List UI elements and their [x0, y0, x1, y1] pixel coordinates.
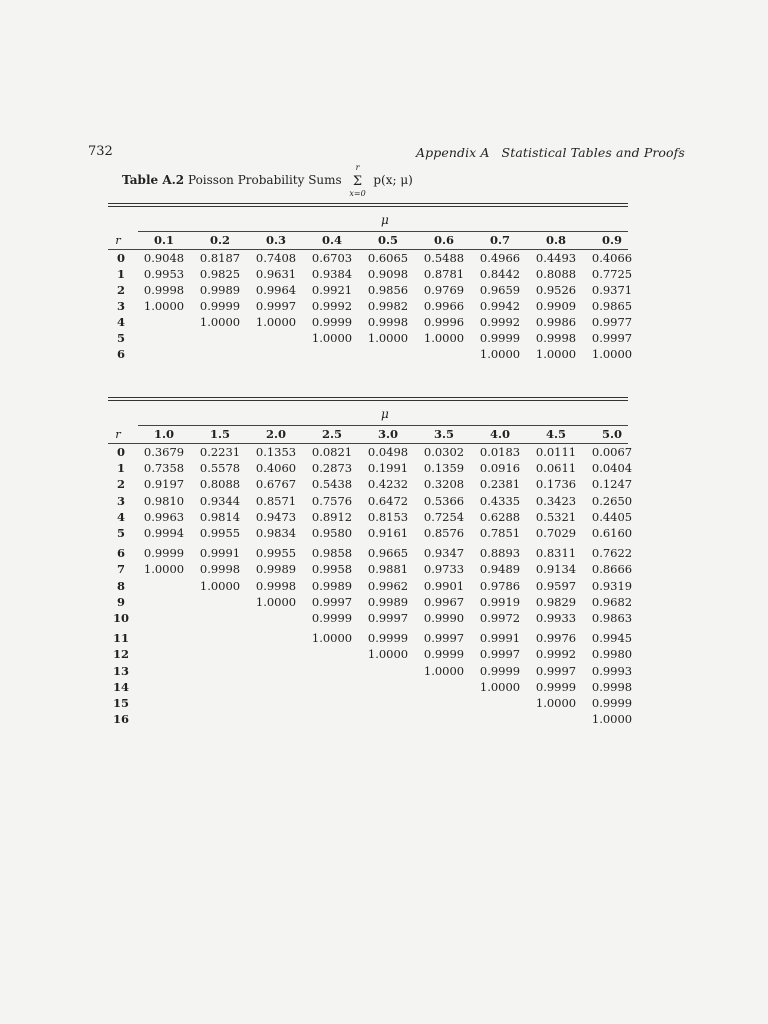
probability-cell: 0.9919 — [479, 594, 521, 609]
probability-cell: 0.0821 — [311, 445, 353, 459]
summation-symbol: Σ r x=0 — [350, 174, 366, 189]
table-row — [108, 493, 633, 510]
probability-cell: 0.9909 — [535, 299, 577, 313]
probability-cell: 0.9976 — [535, 631, 577, 646]
r-value: 2 — [116, 283, 125, 297]
probability-cell: 0.9955 — [199, 526, 241, 540]
probability-cell: 0.3679 — [143, 445, 185, 459]
r-value: 8 — [116, 578, 125, 593]
table-row — [108, 445, 633, 461]
probability-cell: 0.9489 — [479, 562, 521, 577]
probability-cell: 0.6065 — [367, 251, 409, 265]
probability-cell: 0.9999 — [591, 696, 633, 710]
table-top-rule — [108, 203, 628, 207]
probability-cell: 0.8571 — [255, 493, 297, 508]
probability-cell: 0.7029 — [535, 526, 577, 540]
probability-cell: 0.2381 — [479, 477, 521, 492]
probability-cell: 0.9999 — [479, 663, 521, 678]
table-title-expression: p(x; μ) — [373, 173, 413, 187]
r-value: 4 — [116, 509, 125, 524]
probability-cell: 0.0916 — [479, 461, 521, 476]
probability-cell: 1.0000 — [423, 331, 465, 345]
probability-cell: 0.9998 — [535, 331, 577, 345]
probability-cell: 0.5578 — [199, 461, 241, 476]
probability-cell: 0.9829 — [535, 594, 577, 609]
probability-cell: 0.8088 — [199, 477, 241, 492]
mu-column-header: 4.5 — [545, 427, 566, 441]
probability-cell: 0.4232 — [367, 477, 409, 492]
probability-cell: 0.9997 — [255, 299, 297, 313]
table-row — [108, 562, 633, 578]
probability-cell: 0.9962 — [367, 578, 409, 593]
r-value: 5 — [116, 331, 125, 345]
probability-cell: 0.4405 — [591, 509, 633, 524]
probability-cell: 1.0000 — [479, 679, 521, 694]
probability-cell: 0.9098 — [367, 267, 409, 281]
probability-cell: 0.9998 — [143, 283, 185, 297]
mu-rule — [138, 425, 628, 426]
probability-cell: 0.6160 — [591, 526, 633, 540]
probability-cell: 0.9769 — [423, 283, 465, 297]
probability-cell: 0.4966 — [479, 251, 521, 265]
appendix-title: Statistical Tables and Proofs — [501, 145, 685, 160]
probability-cell: 1.0000 — [535, 696, 577, 710]
probability-cell: 0.9942 — [479, 299, 521, 313]
probability-cell: 0.9347 — [423, 546, 465, 561]
table-row — [108, 631, 633, 647]
probability-cell: 0.1353 — [255, 445, 297, 459]
probability-cell: 0.8088 — [535, 267, 577, 281]
mu-column-header: 0.1 — [153, 233, 174, 247]
probability-cell: 0.9982 — [367, 299, 409, 313]
probability-cell: 0.9733 — [423, 562, 465, 577]
probability-cell: 0.8311 — [535, 546, 577, 561]
probability-cell: 0.6703 — [311, 251, 353, 265]
probability-cell: 0.4066 — [591, 251, 633, 265]
probability-cell: 1.0000 — [199, 578, 241, 593]
probability-cell: 0.7622 — [591, 546, 633, 561]
poisson-table-block-1 — [108, 203, 633, 361]
mu-column-header: 0.3 — [265, 233, 286, 247]
probability-cell: 0.9933 — [535, 611, 577, 625]
table-row — [108, 663, 633, 680]
r-value: 7 — [116, 562, 125, 577]
probability-cell: 1.0000 — [367, 647, 409, 662]
probability-cell: 0.0183 — [479, 445, 521, 459]
probability-cell: 0.0111 — [535, 445, 577, 459]
probability-cell: 0.1736 — [535, 477, 577, 492]
table-row — [108, 299, 633, 315]
probability-cell: 0.9999 — [311, 315, 353, 329]
probability-cell: 0.9384 — [311, 267, 353, 281]
probability-cell: 0.9997 — [311, 594, 353, 609]
probability-cell: 0.9963 — [143, 509, 185, 524]
probability-cell: 0.9998 — [199, 562, 241, 577]
mu-column-header: 1.5 — [209, 427, 230, 441]
probability-cell: 0.1359 — [423, 461, 465, 476]
probability-cell: 0.8781 — [423, 267, 465, 281]
r-value: 1 — [116, 461, 125, 476]
probability-cell: 0.6288 — [479, 509, 521, 524]
probability-cell: 0.9371 — [591, 283, 633, 297]
header-rule — [108, 249, 628, 250]
r-value: 0 — [116, 445, 125, 459]
probability-cell: 0.9863 — [591, 611, 633, 625]
r-value: 3 — [116, 299, 125, 313]
probability-cell: 0.3208 — [423, 477, 465, 492]
mu-column-header: 0.7 — [489, 233, 510, 247]
probability-cell: 0.9997 — [367, 611, 409, 625]
probability-cell: 0.9964 — [255, 283, 297, 297]
probability-cell: 0.7725 — [591, 267, 633, 281]
mu-column-header: 0.9 — [601, 233, 622, 247]
appendix-label: Appendix A — [416, 145, 490, 160]
probability-cell: 0.9865 — [591, 299, 633, 313]
table-row — [108, 647, 633, 663]
probability-cell: 0.9665 — [367, 546, 409, 561]
probability-cell: 0.9992 — [311, 299, 353, 313]
probability-cell: 0.9197 — [143, 477, 185, 492]
probability-cell: 0.9966 — [423, 299, 465, 313]
probability-cell: 0.9992 — [479, 315, 521, 329]
probability-cell: 0.7254 — [423, 509, 465, 524]
probability-cell: 0.9682 — [591, 594, 633, 609]
probability-cell: 0.7851 — [479, 526, 521, 540]
mu-column-header: 2.0 — [265, 427, 286, 441]
probability-cell: 0.9999 — [367, 631, 409, 646]
mu-rule — [138, 231, 628, 232]
probability-cell: 0.8912 — [311, 509, 353, 524]
probability-cell: 0.9580 — [311, 526, 353, 540]
table-row — [108, 712, 633, 728]
probability-cell: 0.9996 — [423, 315, 465, 329]
running-head — [416, 145, 685, 160]
mu-column-header: 3.0 — [377, 427, 398, 441]
mu-column-header: 4.0 — [489, 427, 510, 441]
probability-cell: 0.9921 — [311, 283, 353, 297]
probability-cell: 0.5488 — [423, 251, 465, 265]
probability-cell: 0.3423 — [535, 493, 577, 508]
probability-cell: 0.9825 — [199, 267, 241, 281]
mu-column-header: 2.5 — [321, 427, 342, 441]
table-row — [108, 594, 633, 611]
probability-cell: 0.9955 — [255, 546, 297, 561]
r-value: 15 — [112, 696, 129, 710]
probability-cell: 0.9997 — [423, 631, 465, 646]
probability-cell: 0.5366 — [423, 493, 465, 508]
probability-cell: 0.1247 — [591, 477, 633, 492]
probability-cell: 0.9999 — [423, 647, 465, 662]
mu-label: μ — [381, 407, 389, 421]
probability-cell: 1.0000 — [255, 594, 297, 609]
probability-cell: 0.8576 — [423, 526, 465, 540]
r-value: 16 — [112, 712, 129, 727]
probability-cell: 0.9989 — [311, 578, 353, 593]
mu-column-header: 0.4 — [321, 233, 342, 247]
table-row — [108, 347, 633, 363]
probability-cell: 0.0498 — [367, 445, 409, 459]
r-value: 14 — [112, 679, 129, 694]
probability-cell: 0.8666 — [591, 562, 633, 577]
probability-cell: 0.9945 — [591, 631, 633, 646]
r-value: 12 — [112, 647, 129, 662]
header-rule — [108, 443, 628, 444]
summation-lower: x=0 — [349, 189, 366, 198]
probability-cell: 0.9881 — [367, 562, 409, 577]
probability-cell: 0.7358 — [143, 461, 185, 476]
probability-cell: 0.9997 — [479, 647, 521, 662]
probability-cell: 0.9967 — [423, 594, 465, 609]
r-value: 9 — [116, 594, 125, 609]
mu-column-header: 0.8 — [545, 233, 566, 247]
table-row — [108, 461, 633, 477]
r-value: 5 — [116, 526, 125, 540]
probability-cell: 1.0000 — [535, 347, 577, 361]
probability-cell: 1.0000 — [367, 331, 409, 345]
r-value: 10 — [112, 611, 129, 625]
probability-cell: 0.9999 — [479, 331, 521, 345]
r-value: 2 — [116, 477, 125, 492]
probability-cell: 0.9998 — [591, 679, 633, 694]
probability-cell: 0.4060 — [255, 461, 297, 476]
probability-cell: 1.0000 — [423, 663, 465, 678]
mu-column-header: 1.0 — [153, 427, 174, 441]
probability-cell: 0.9814 — [199, 509, 241, 524]
table-row — [108, 477, 633, 493]
probability-cell: 0.9991 — [479, 631, 521, 646]
probability-cell: 0.8153 — [367, 509, 409, 524]
r-header: r — [115, 427, 121, 441]
r-value: 6 — [116, 347, 125, 361]
r-header: r — [115, 233, 121, 247]
probability-cell: 0.8442 — [479, 267, 521, 281]
table-title — [122, 163, 413, 198]
mu-column-header: 0.2 — [209, 233, 230, 247]
r-value: 1 — [116, 267, 125, 281]
probability-cell: 0.0067 — [591, 445, 633, 459]
probability-cell: 1.0000 — [199, 315, 241, 329]
probability-cell: 0.9998 — [255, 578, 297, 593]
probability-cell: 1.0000 — [591, 712, 633, 727]
table-row — [108, 546, 633, 562]
probability-cell: 0.4335 — [479, 493, 521, 508]
probability-cell: 0.9989 — [367, 594, 409, 609]
probability-cell: 0.9953 — [143, 267, 185, 281]
probability-cell: 0.6767 — [255, 477, 297, 492]
probability-cell: 1.0000 — [479, 347, 521, 361]
probability-cell: 0.2231 — [199, 445, 241, 459]
summation-upper: r — [355, 163, 360, 172]
probability-cell: 1.0000 — [143, 299, 185, 313]
r-value: 11 — [112, 631, 129, 646]
probability-cell: 0.1991 — [367, 461, 409, 476]
probability-cell: 0.6472 — [367, 493, 409, 508]
r-value: 4 — [116, 315, 125, 329]
mu-column-header: 3.5 — [433, 427, 454, 441]
table-row — [108, 526, 633, 542]
mu-column-header: 0.6 — [433, 233, 454, 247]
page-number: 732 — [88, 144, 113, 159]
probability-cell: 0.9319 — [591, 578, 633, 593]
probability-cell: 0.9999 — [199, 299, 241, 313]
r-value: 13 — [112, 663, 129, 678]
table-row — [108, 578, 633, 595]
probability-cell: 0.5438 — [311, 477, 353, 492]
probability-cell: 0.2873 — [311, 461, 353, 476]
probability-cell: 0.0611 — [535, 461, 577, 476]
probability-cell: 0.9786 — [479, 578, 521, 593]
probability-cell: 1.0000 — [255, 315, 297, 329]
mu-label: μ — [381, 213, 389, 227]
probability-cell: 1.0000 — [591, 347, 633, 361]
probability-cell: 0.7576 — [311, 493, 353, 508]
probability-cell: 0.9048 — [143, 251, 185, 265]
probability-cell: 0.8893 — [479, 546, 521, 561]
r-value: 0 — [116, 251, 125, 265]
probability-cell: 0.9631 — [255, 267, 297, 281]
probability-cell: 0.9992 — [535, 647, 577, 662]
probability-cell: 0.9810 — [143, 493, 185, 508]
table-row — [108, 509, 633, 526]
probability-cell: 0.0404 — [591, 461, 633, 476]
probability-cell: 0.9980 — [591, 647, 633, 662]
table-row — [108, 283, 633, 299]
probability-cell: 0.9999 — [535, 679, 577, 694]
probability-cell: 0.9856 — [367, 283, 409, 297]
probability-cell: 0.9958 — [311, 562, 353, 577]
table-row — [108, 251, 633, 267]
table-row — [108, 315, 633, 331]
probability-cell: 0.9473 — [255, 509, 297, 524]
probability-cell: 0.0302 — [423, 445, 465, 459]
probability-cell: 0.9997 — [535, 663, 577, 678]
probability-cell: 0.7408 — [255, 251, 297, 265]
probability-cell: 0.2650 — [591, 493, 633, 508]
probability-cell: 0.5321 — [535, 509, 577, 524]
probability-cell: 0.9997 — [591, 331, 633, 345]
probability-cell: 0.9999 — [143, 546, 185, 561]
poisson-table-block-2 — [108, 397, 633, 727]
mu-column-header: 0.5 — [377, 233, 398, 247]
table-row — [108, 267, 633, 283]
probability-cell: 0.9977 — [591, 315, 633, 329]
probability-cell: 0.4493 — [535, 251, 577, 265]
table-top-rule — [108, 397, 628, 401]
probability-cell: 0.9989 — [199, 283, 241, 297]
probability-cell: 0.9990 — [423, 611, 465, 625]
probability-cell: 0.9134 — [535, 562, 577, 577]
probability-cell: 0.9989 — [255, 562, 297, 577]
table-row — [108, 331, 633, 347]
probability-cell: 0.9999 — [311, 611, 353, 625]
probability-cell: 0.9344 — [199, 493, 241, 508]
probability-cell: 0.9991 — [199, 546, 241, 561]
probability-cell: 0.9972 — [479, 611, 521, 625]
probability-cell: 0.9834 — [255, 526, 297, 540]
probability-cell: 0.9858 — [311, 546, 353, 561]
probability-cell: 0.9986 — [535, 315, 577, 329]
probability-cell: 1.0000 — [143, 562, 185, 577]
table-title-text: Poisson Probability Sums — [187, 173, 342, 187]
r-value: 6 — [116, 546, 125, 561]
table-label: Table A.2 — [122, 173, 185, 187]
mu-column-header: 5.0 — [601, 427, 622, 441]
probability-cell: 0.9597 — [535, 578, 577, 593]
probability-cell: 0.9993 — [591, 663, 633, 678]
table-row — [108, 696, 633, 712]
table-row — [108, 679, 633, 696]
probability-cell: 0.9659 — [479, 283, 521, 297]
r-value: 3 — [116, 493, 125, 508]
probability-cell: 0.9901 — [423, 578, 465, 593]
probability-cell: 0.8187 — [199, 251, 241, 265]
probability-cell: 0.9994 — [143, 526, 185, 540]
probability-cell: 0.9161 — [367, 526, 409, 540]
probability-cell: 1.0000 — [311, 331, 353, 345]
probability-cell: 0.9526 — [535, 283, 577, 297]
probability-cell: 0.9998 — [367, 315, 409, 329]
probability-cell: 1.0000 — [311, 631, 353, 646]
table-row — [108, 611, 633, 627]
